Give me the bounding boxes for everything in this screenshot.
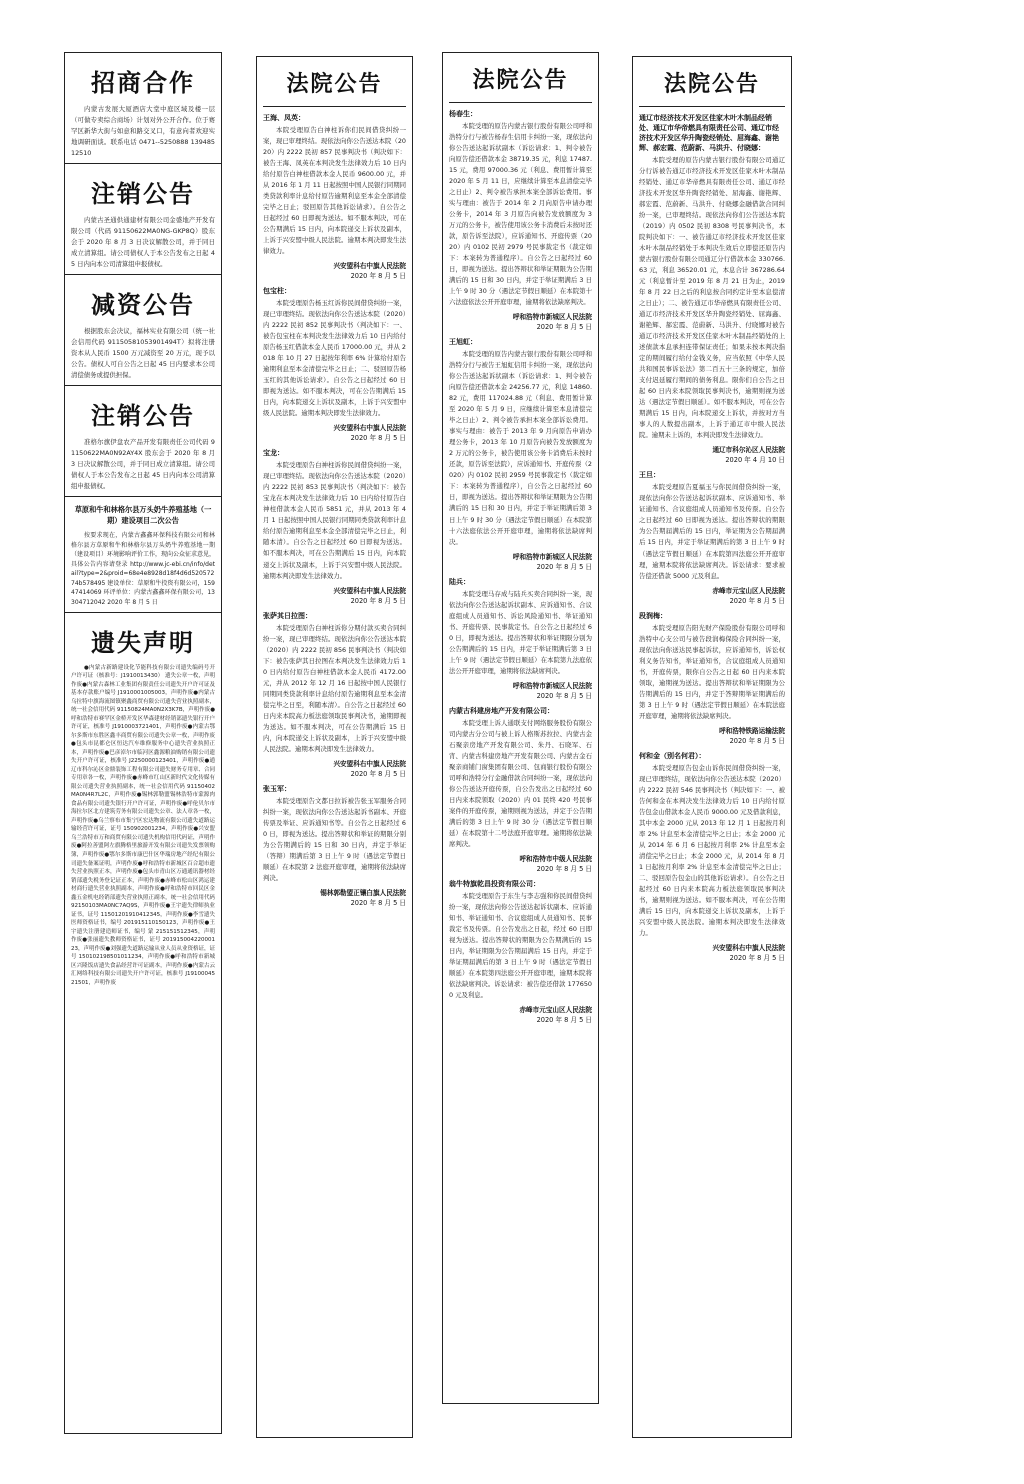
court-notice-title-2: 法院公告 xyxy=(263,57,406,107)
court-notice-item xyxy=(443,879,598,1024)
court-name: 呼和浩特铁路运输法院 xyxy=(719,726,785,735)
capital-reduction-title: 减资公告 xyxy=(91,290,195,320)
project-notice xyxy=(65,497,221,612)
notice-body: 本院受理上诉人通联支付网络服务股份有限公司内蒙古分公司与被上诉人格斯苏拉拉、内蒙古金石聚亲房地产开发有限公司、朱丹、石晓军、石宵、内蒙古科建房地产开发有限公司、内蒙古金石聚亲商铺门窗集团有限公司、包商银行股份有限公司呼和浩特分行金融借款合同纠纷一案，现依法向你公告送达开庭传票，自公告发出之日起经过 60 日内来本院领取（2020）内 01 民终 420 号民事案件的开庭传票，逾期则视为送达，并定于公告期满后的第 3 日上午 9 时 30 分（遇法定节假日顺延）在本院第十二号法庭开庭审理。逾期将依法缺席判决。 xyxy=(449,718,592,848)
notice-body: 本院受理马存成与陆兵买卖合同纠纷一案，现依法向你公告送达起诉状副本、应诉通知书、合议庭组成人员通知书、诉讼风险通知书、举证通知书、开庭传票、民事裁定书。自公告之日起经过 60 日，即视为送达。提出答辩状和举证期限分别为公告期满后的 15 日内，并定于举证期满后第 3 日上午 9 时（遇法定节假日顺延）在本院第九法庭依法公开开庭审理，逾期将依法缺席判决。 xyxy=(449,589,592,675)
column-commercial-notices xyxy=(64,52,222,1434)
notice-date: 2020 年 8 月 5 日 xyxy=(729,953,785,962)
addressee: 杨春生： xyxy=(449,110,477,118)
court-notice-item xyxy=(257,611,412,778)
court-notice-item xyxy=(443,706,598,873)
notice-body: 本院受理原告白神柱诉你们民间借贷纠纷一案，现已审理终结。现依法向你公告送达本院（2020）内 2222 民初 857 民事判决书（判决如下：被告王海、凤英在本判决发生法律效力后 10 日内给付原告白神柱借款本金人民币 9600.00 元，并从 2016 年 1 月 11 日起按照中国人民银行同期同类贷款利率计息给付原告逾期利息至本金全部清偿完毕之日止；驳回原告其他诉讼请求）。自公告之日起经过 60 日即视为送达。如不服本判决，可在公告期满后 15 日内，向本院递交上诉状及副本，上诉于兴安盟中级人民法院。逾期本判决即发生法律效力。 xyxy=(263,126,406,256)
court-name: 兴安盟科右中旗人民法院 xyxy=(333,424,406,433)
notice-date: 2020 年 8 月 5 日 xyxy=(350,769,406,778)
deregistration-body-1: 内蒙古圣通供通建材有限公司金盛地产开发有限公司（代码 91150622MA0NG-GKP8Q）股东会于 2020 年 8 月 3 日决议解散公司，并于同日成立清算组。请公司债权人于本公告发布之日起 45 日内向本公司清算组申报债权。 xyxy=(71,216,215,269)
notice-body: 本院受理的原告内蒙古银行股份有限公司呼和浩特分行与被告王旭虹信用卡纠纷一案，现依法向你公告送达起诉状副本（诉讼请求：1、判令被告向原告偿还借款本金 24256.77 元，利息 14860.82 元，费用 117024.88 元（利息、费用暂计算至 2020 年 5 月 9 日，应继续计算至本息清偿完毕之日止）2、判令被告承担本案全部诉讼费用。事实与理由：被告于 2013 年 9 月向原告申请办理公务卡，2013 年 10 月原告向被告发放额度为 2 万元的公务卡，被告使用该公务卡消费后未按时还款，原告诉至法院），应诉通知书、开庭传票（2020）内 0102 民初 2959 号民事裁定书（裁定如下：本案转为普通程序），自公告之日起经过 60 日，即视为送达。提出答辩状和举证期限为公告期满后的 15 日和 30 日内，并定于举证期满后第 3 日上午 9 时 30 分（遇法定节假日顺延）在本院第十六法庭依法公开开庭审理，逾期将依法缺席判决。 xyxy=(449,350,592,546)
notice-body: 本院受理原告包金山诉你民间借贷纠纷一案，现已审理终结，现依法向你公告送达本院（2020）内 2222 民初 546 民事判决书（判决如下：一、被告何和金在本判决发生法律效力后 10 日内给付原告包金山借款本金人民币 9000.00 元及借款利息，其中本金 2000 元从 2013 年 12 月 1 日起按月利率 2% 计息至本金清偿完毕之日止；本金 2000 元从 2014 年 6 月 6 日起按月利率 2% 计息至本金清偿完毕之日止；本金 2000 元，从 2014 年 8 月 1 日起按月利率 2% 计息至本金清偿完毕之日止；二、驳回原告包金山的其他诉讼请求）。自公告之日起经过 60 日内来本院高力板法庭领取民事判决书，逾期则视为送达。如不服本判决，可在公告期满后 15 日内，向本院递交上诉状及副本，上诉于兴安盟中级人民法院。逾期本判决即发生法律效力。 xyxy=(639,763,785,937)
court-notice-item xyxy=(443,337,598,570)
notice-body: 本院受理的原告内蒙古银行股份有限公司通辽分行诉被告通辽市经济技术开发区佳家木叶木制品经销处、通辽市华帝燃具有限责任公司、通辽市经济技术开发区华升陶瓷经销处、屈海鑫、谢艳辉、郝宏霞、范蔚新、马洪升、付晓娜金融借款合同纠纷一案，已审理终结。现依法向你们公告送达本院（2019）内 0502 民初 8308 号民事判决书，本院判决如下：一、被告通辽市经济技术开发区佳家木叶木制品经销处于本判决生效后立即偿还原告内蒙古银行股份有限公司通辽分行借款本金 330766.63 元，利息 36520.01 元，本息合计 367286.64 元（利息暂计至 2019 年 8 月 21 日为止，2019 年 8 月 22 日之后的利息按合同约定计至本息偿清之日止）；二、被告通辽市华帝燃具有限责任公司、通辽市经济技术开发区华升陶瓷经销处、屈海鑫、谢艳辉、郝宏霞、范蔚新、马洪升、付晓娜对被告通辽市经济技术开发区佳家木叶木制品经销处的上述债款本息承担连带保证责任；如果未按本判决指定的期间履行给付金钱义务，应当依照《中华人民共和国民事诉讼法》第二百五十三条的规定，加倍支付迟延履行期间的债务利息。限你们自公告之日起 60 日内来本院领取民事判决书，逾期则视为送达（遇法定节假日顺延）。如不服本判决，可在公告期满后 15 日内，向本院递交上诉状，并按对方当事人的人数提出副本，上诉于通辽市中级人民法院。逾期未上诉的，本判决即发生法律效力。 xyxy=(639,156,785,440)
court-name: 赤峰市元宝山区人民法院 xyxy=(519,1006,592,1015)
notice-date: 2020 年 8 月 5 日 xyxy=(536,864,592,873)
addressee: 陆兵： xyxy=(449,577,470,586)
court-notice-item xyxy=(257,113,412,280)
court-name: 兴安盟科右中旗人民法院 xyxy=(712,943,785,952)
deregistration-title-1: 注销公告 xyxy=(91,179,195,209)
court-name: 兴安盟科右中旗人民法院 xyxy=(333,759,406,768)
notice-body: 本院受理原告白神柱诉你分期付款买卖合同纠纷一案，现已审理终结。现依法向你公告送达本院（2020）内 2222 民初 856 民事判决书（判决如下：被告张萨其日拉图在本判决发生法律效力后 10 日内给付原告白神柱借款本金人民币 4172.00 元，并从 2012 年 12 月 16 日起按中国人民银行同期同类贷款利率计息给付原告逾期利息至本金清偿完毕之日至，利随本清）。自公告之日起经过 60 日内来本院高力板法庭领取民事判决书，逾期即视为送达。如不服本判决，可在公告期满后 15 日内，向本院递交上诉状及副本，上诉于兴安盟中级人民法院。逾期本判决即发生法律效力。 xyxy=(263,623,406,753)
court-name: 呼和浩特市新城区人民法院 xyxy=(512,552,592,561)
addressee: 翁牛特旗乾昌投资有限公司： xyxy=(449,879,540,888)
court-name: 兴安盟科右中旗人民法院 xyxy=(333,262,406,271)
deregistration-body-2: 准格尔旗伊盘农产品开发有限责任公司代码 91150622MA0N92AY4X 股东会于 2020 年 8 月 3 日决议解散公司，并于同日成立清算组。请公司债权人于本公告发布之日起 45 日内向本公司清算组申报债权。 xyxy=(71,438,215,491)
notice-date: 2020 年 8 月 5 日 xyxy=(350,434,406,443)
column-court-notices-2 xyxy=(256,56,413,1438)
addressee: 通辽市经济技术开发区佳家木叶木制品经销处、通辽市华帝燃具有限责任公司、通辽市经济技术开发区华升陶瓷经销处、屈海鑫、谢艳辉、郝宏霞、范蔚新、马洪升、付晓娜： xyxy=(639,114,779,152)
capital-reduction-notice xyxy=(65,275,221,386)
addressee: 包宝柱： xyxy=(263,287,291,296)
court-notice-item xyxy=(633,470,791,604)
court-notice-item xyxy=(257,286,412,442)
court-name: 锡林郭勒盟正镶白旗人民法院 xyxy=(320,888,406,897)
project-title: 草原和牛和林格尔县万头奶牛养殖基地（一期）建设项目二次公告 xyxy=(74,505,212,526)
court-notice-title-4: 法院公告 xyxy=(639,57,785,107)
investment-notice xyxy=(65,53,221,164)
deregistration-notice-2 xyxy=(65,386,221,497)
addressee: 王旭虹： xyxy=(449,338,477,347)
capital-reduction-body: 根据股东会决议，福林实业有限公司（统一社会信用代码 91150581053901494T）拟将注册资本从人民币 1500 万元减资至 20 万元，现予以公告。债权人可自公告之日起 45 日内要求本公司清偿债务或提供担保。 xyxy=(71,327,215,380)
court-name: 呼和浩特市中级人民法院 xyxy=(519,854,592,863)
addressee: 内蒙古科建房地产开发有限公司： xyxy=(449,706,554,715)
notice-body: 本院受理原告白神柱诉你民间借贷纠纷一案，现已审理终结。现依法向你公告送达本院（2020）内 2222 民初 853 民事判决书（判决如下：被告宝龙在本判决发生法律效力后 10 日内给付原告白神柱借款本金人民币 5851 元，并从 2013 年 4 月 1 日起按照中国人民银行同期同类贷款利率计息给付原告逾期利息至本金全部清偿完毕之日止，利随本清）。自公告之日起经过 60 日即视为送达。如不服本判决，可在公告期满后 15 日内，向本院递交上诉状及副本，上诉于兴安盟中级人民法院。逾期本判决即发生法律效力。 xyxy=(263,461,406,580)
court-notice-item xyxy=(443,109,598,331)
notice-body: 本院受理原告文都日拉诉被告张玉军服务合同纠纷一案，现依法向你公告送达起诉书副本、开庭传票及举证、应诉通知书等。自公告之日起经过 60 日，即视为送达。提出答辩状和举证的期限分别为公告期满后的 15 日和 30 日内，并定于举证（答辩）期满后第 3 日上午 9 时（遇法定节假日顺延）在本院第 2 法庭开庭审理，逾期将依法缺席判决。 xyxy=(263,796,406,882)
court-name: 赤峰市元宝山区人民法院 xyxy=(712,586,785,595)
notice-date: 2020 年 8 月 5 日 xyxy=(729,736,785,745)
notice-date: 2020 年 4 月 10 日 xyxy=(725,456,785,465)
deregistration-title-2: 注销公告 xyxy=(91,401,195,431)
notice-body: 本院受理原告夏福玉与你民间借贷纠纷一案，现依法向你公告送达起诉状副本、应诉通知书、举证通知书、合议庭组成人员通知书及传票。自公告之日起经过 60 日即视为送达。提出答辩状的期限为公告期届满后的 15 日内，举证期为公告期届满后 15 日内，并定于举证期满后的第 3 日上午 9 时（遇法定节假日顺延）在本院第四法庭公开开庭审理，逾期本院将依法缺席判决。诉讼请求：要求被告偿还借款 5000 元及利息。 xyxy=(639,483,785,580)
notice-date: 2020 年 8 月 5 日 xyxy=(350,898,406,907)
notice-body: 本院受理原告阳光财产保险股份有限公司呼和浩特中心支公司与被告段润梅保险合同纠纷一案，现依法向你送达民事起诉状，应诉通知书，诉讼权利义务告知书，举证通知书，合议庭组成人员通知书，开庭传票，限你自公告之日起 60 日内来本院领取，逾期视为送达。提出答辩状和举证期限为公告期满后的 15 日内，并定于答辩期举证期满后的第 3 日上午 9 时（遇法定节假日顺延）在本院法庭开庭审理，逾期将依法缺席判决。 xyxy=(639,623,785,720)
court-notice-item xyxy=(443,577,598,700)
addressee: 张玉军： xyxy=(263,784,291,793)
court-name: 呼和浩特市新城区人民法院 xyxy=(512,313,592,322)
notice-date: 2020 年 8 月 5 日 xyxy=(729,596,785,605)
notice-date: 2020 年 8 月 5 日 xyxy=(536,1016,592,1025)
court-notice-item xyxy=(257,448,412,604)
addressee: 宝龙： xyxy=(263,449,284,458)
loss-statement-title: 遗失声明 xyxy=(91,627,195,657)
court-notice-item xyxy=(633,751,791,962)
notice-date: 2020 年 8 月 5 日 xyxy=(350,272,406,281)
court-notice-title-3: 法院公告 xyxy=(449,53,592,103)
project-body: 按要求现在，内蒙古鑫鑫环保科技有限公司和林格尔县方草原和牛和林格尔县万头奶牛养殖基地一期（建设项目）环境影响评价工作，现向公众征求意见，具体公告内容请登录 http://www.jc-ebi.cn/info/detail?type=2&proid=68e4e8928d18f4d6d52057274b578495 建设单位：草原和牛投资有限公司，15947414069 环评单位：内蒙古鑫鑫环保有限公司，13304712042 2020 年 8 月 5 日 xyxy=(71,531,216,607)
court-notice-item xyxy=(257,784,412,907)
notice-body: 本院受理原告杨玉红诉你民间借贷纠纷一案，现已审理终结。现依法向你公告送达本院（2020）内 2222 民初 852 民事判决书（判决如下：一、被告包宝柱在本判决发生法律效力后 10 日内给付原告杨玉红借款本金人民币 17000.00 元，并从 2018 年 10 月 27 日起按年利率 6% 计算给付原告逾期利息至本金清偿完毕之日止；二、驳回原告杨玉红的其他诉讼请求）。自公告之日起经过 60 日即视为送达。如不服本判决，可在公告期满后 15 日内，向本院递交上诉状及副本，上诉于兴安盟中级人民法院。逾期本判决即发生法律效力。 xyxy=(263,299,406,418)
court-notice-item xyxy=(633,113,791,464)
court-notice-item xyxy=(633,611,791,745)
deregistration-notice-1 xyxy=(65,164,221,275)
court-name: 呼和浩特市新城区人民法院 xyxy=(512,681,592,690)
addressee: 何和金（别名何君）： xyxy=(639,751,706,760)
investment-title: 招商合作 xyxy=(91,68,195,97)
notice-date: 2020 年 8 月 5 日 xyxy=(536,562,592,571)
addressee: 王海、凤英： xyxy=(263,114,305,122)
notice-date: 2020 年 8 月 5 日 xyxy=(350,596,406,605)
court-name: 兴安盟科右中旗人民法院 xyxy=(333,586,406,595)
loss-statement-notice xyxy=(65,613,221,992)
investment-body: 内蒙古发展大厦酒店大堂中庭区域及楼一层（可做专卖综合商场）计划对外公开合作。位于赛罕区新华大街与如意和路交叉口，有意向者欢迎实地调研面谈。联系电话 0471--5250888 13948512510 xyxy=(71,105,215,158)
notice-date: 2020 年 8 月 5 日 xyxy=(536,323,592,332)
addressee: 张萨其日拉图： xyxy=(263,611,312,620)
addressee: 段润梅： xyxy=(639,611,667,620)
column-court-notices-4 xyxy=(632,56,792,1438)
notice-body: 本院受理的原告内蒙古银行股份有限公司呼和浩特分行与被告杨春生信用卡纠纷一案，现依法向你公告送达起诉状副本（诉讼请求：1、判令被告向原告偿还借款本金 38719.35 元，利息 17487.15 元，费用 97000.36 元（利息、费用暂计算至 2020 年 5 月 11 日，应继续计算至本息清偿完毕之日止）2、判令被告承担本案全部诉讼费用。事实与理由：被告于 2014 年 2 月向原告申请办理公务卡，2014 年 3 月原告向被告发放额度为 3 万元的公务卡，被告使用该公务卡消费后未按时还款，原告诉至法院），应诉通知书、开庭传票（2020）内 0102 民初 2979 号民事裁定书（裁定如下：本案转为普通程序）。自公告之日起经过 60 日，即视为送达。提出答辩状和举证期限为公告期满后的 15 日和 30 日内，并定于举证期满后 3 日上午 9 时 30 分（遇法定节假日顺延）在本院第十六法庭依法公开开庭审理，逾期将依法缺席判决。 xyxy=(449,122,592,307)
addressee: 王旦： xyxy=(639,471,660,480)
column-court-notices-3 xyxy=(442,52,599,1404)
notice-body: 本院受理原告于东生与李志强和你民间借贷纠纷一案，现依法向你公告送达起诉状副本、应诉通知书、举证通知书、合议庭组成人员通知书、民事裁定书及传票。自公告发出之日起，经过 60 日即视为送达。提出答辩状的期限为公告期满后的 15 日内，举证期限为公告期届满后 15 日内，并定于举证期届满后的第 3 日上午 9 时（遇法定节假日顺延）在本院第四法庭公开开庭审理，逾期本院将依法缺席判决。诉讼请求：被告偿还借款 1776500 元及利息。 xyxy=(449,891,592,999)
notice-date: 2020 年 8 月 5 日 xyxy=(536,691,592,700)
court-name: 通辽市科尔沁区人民法院 xyxy=(712,446,785,455)
loss-statement-body: ●内蒙古新路建设化节能科技有限公司遗失编码号开户许可证（核准号：J1910013430） 遗失公章一枚，声明作废●内蒙古森林工业集团有限责任公司遗失开户许可证及基本存款账户编号 J1910001005003，声明作废●内蒙古乌拉特中旗海流图镇聚鑫商贸有限公司遗失营业执照副本，统一社会信用代码 91150824MA0N2X3K7B，声明作废●呼和浩特市赛罕区金桥开发区华森建材经销部遗失银行开户许可证，核准号 J1910003721401，声明作废●内蒙古鄂尔多斯市东胜区鑫丰商贸有限公司遗失公章一枚，声明作废●包头市昆都仑区恒达汽车维修服务中心遗失营业执照正本，声明作废●巴彦淖尔市临河区鑫源粮油购销有限公司遗失开户许可证，核准号 J2250000123401，声明作废●通辽市科尔沁区金鼎装饰工程有限公司遗失财务专用章、合同专用章各一枚，声明作废●赤峰市红山区新时代文化传媒有限公司遗失营业执照副本，统一社会信用代码 91150402MA0N4R7L2C，声明作废●锡林郭勒盟锡林浩特市蒙源肉食品有限公司遗失银行开户许可证，声明作废●呼伦贝尔市海拉尔区北方建筑劳务有限公司遗失公章、法人章各一枚，声明作废●乌兰察布市集宁区宏达物流有限公司遗失道路运输经营许可证，证号 150902001234，声明作废●兴安盟乌兰浩特市万和商贸有限公司遗失机构信用代码证，声明作废●阿拉善盟阿左旗腾格里旅游开发有限公司遗失发票领购簿，声明作废●鄂尔多斯市康巴什区华瑞房地产经纪有限公司遗失备案证明，声明作废●呼和浩特市新城区百合超市遗失营业执照正本，声明作废●包头市青山区万通通讯器材经销部遗失税务登记证正本，声明作废●赤峰市松山区鸿运建材商行遗失营业执照副本，声明作废●呼和浩特市回民区金鑫五金机电经销部遗失营业执照正副本，统一社会信用代码 92150103MA0NC7AQ9S，声明作废●王宇遗失律师执业证书，证号 11501201910412345，声明作废●李雪遗失医师资格证书，编号 201915110150123，声明作废●王宇遗失注册建造师证书，编号 蒙 215151512345，声明作废●张丽遗失教师资格证书，证号 20191500422000123，声明作废●刘强遗失道路运输从业人员从业资格证，证号 150102198501011234，声明作废●呼和浩特市新城区兴隆饭店遗失食品经营许可证副本，声明作废●内蒙古云汇网络科技有限公司遗失开户许可证，核准号 J1910004521501，声明作废 xyxy=(71,664,215,986)
